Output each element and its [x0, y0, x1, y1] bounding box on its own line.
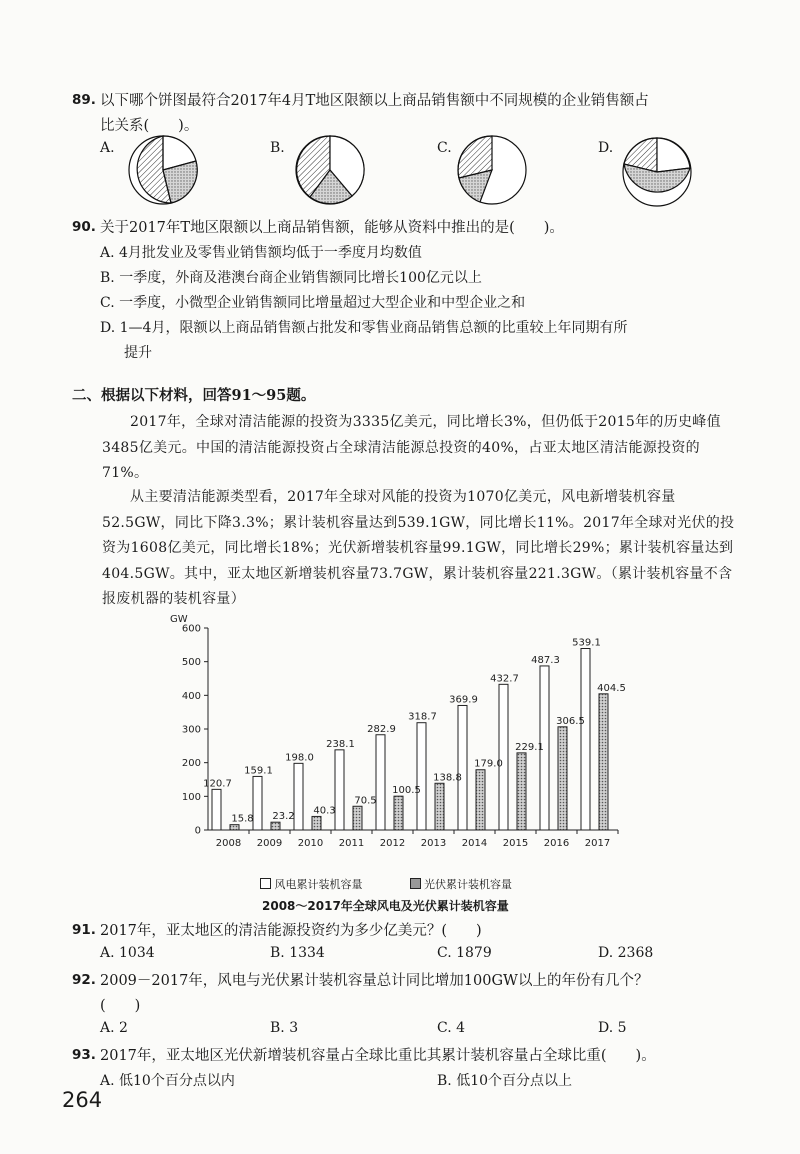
question-90-option-b: B. 一季度，外商及港澳台商企业销售额同比增长100亿元以上 [100, 270, 482, 286]
pie-b [296, 136, 364, 204]
wind-bar-value-label: 198.0 [285, 752, 314, 764]
question-90-option-d: D. 1—4月，限额以上商品销售额占批发和零售业商品销售总额的比重较上年同期有所 [100, 320, 628, 336]
question-92-option-d: D. 5 [598, 1020, 627, 1036]
pv-bar-value-label: 306.5 [556, 715, 585, 727]
option-c-label: C. [437, 140, 452, 156]
question-90-option-c: C. 一季度，小微型企业销售额同比增量超过大型企业和中型企业之和 [100, 295, 526, 311]
x-tick-label: 2015 [502, 838, 529, 849]
wind-bar [335, 750, 344, 830]
question-91-option-d: D. 2368 [598, 945, 654, 961]
y-tick-label: 400 [181, 690, 201, 702]
legend-swatch-pv [410, 878, 421, 889]
x-tick-label: 2008 [215, 838, 242, 849]
x-tick-label: 2017 [584, 838, 611, 849]
wind-bar [212, 789, 221, 830]
pv-bar [271, 822, 280, 830]
wind-bar-value-label: 120.7 [203, 778, 232, 790]
y-tick-label: 300 [181, 724, 201, 736]
x-tick-label: 2010 [297, 838, 324, 849]
wind-bar-value-label: 432.7 [490, 673, 519, 685]
y-tick-label: 100 [181, 791, 201, 803]
pv-bar-value-label: 70.5 [354, 795, 377, 807]
question-number-91: 91. [72, 922, 96, 938]
pv-bar [599, 694, 608, 830]
question-92-option-b: B. 3 [270, 1020, 299, 1036]
pie-c [458, 136, 526, 204]
option-d-label: D. [598, 140, 614, 156]
question-90-stem: 关于2017年T地区限额以上商品销售额，能够从资料中推出的是( )。 [100, 220, 564, 236]
pv-bar [558, 727, 567, 830]
wind-bar-value-label: 318.7 [408, 711, 437, 723]
pv-bar-value-label: 40.3 [313, 805, 336, 817]
question-89-stem-line1: 以下哪个饼图最符合2017年4月T地区限额以上商品销售额中不同规模的企业销售额占 [100, 93, 649, 109]
y-tick-label: 600 [181, 623, 201, 635]
pv-bar-value-label: 138.8 [433, 772, 462, 784]
wind-bar [294, 763, 303, 830]
pv-bar [517, 753, 526, 830]
pv-bar-value-label: 404.5 [597, 682, 626, 694]
pie-a [129, 136, 197, 204]
question-90-option-d-cont: 提升 [124, 345, 152, 361]
material-paragraph-2: 从主要清洁能源类型看，2017年全球对风能的投资为1070亿美元，风电新增装机容量52.5GW，同比下降3.3%；累计装机容量达到539.1GW，同比增长11%。2017年全球对光伏的投资为1608亿美元，同比增长18%；光伏新增装机容量99.1GW，同比增长29%；累计装机容量达到404.5GW。其中，亚太地区新增装机容量73.7GW，累计装机容量221.3GW。（累计装机容量不含报废机器的装机容量） [102, 489, 735, 607]
y-tick-label: 200 [181, 758, 201, 770]
x-tick-label: 2016 [543, 838, 570, 849]
question-number-90: 90. [72, 219, 96, 235]
wind-bar [253, 776, 262, 830]
wind-bar-value-label: 238.1 [326, 738, 355, 750]
question-93-option-a: A. 低10个百分点以内 [100, 1073, 235, 1089]
x-tick-label: 2013 [420, 838, 447, 849]
question-89-stem-line2: 比关系( )。 [100, 118, 199, 134]
chart-title: 2008～2017年全球风电及光伏累计装机容量 [262, 899, 509, 913]
wind-bar-value-label: 539.1 [572, 637, 601, 649]
pie-d [623, 138, 691, 206]
pv-bar-value-label: 23.2 [272, 811, 295, 823]
chart-legend [260, 876, 512, 892]
y-tick-label: 0 [194, 825, 201, 837]
question-number-89: 89. [72, 92, 96, 108]
page-number: 264 [62, 1088, 103, 1112]
option-a-label: A. [100, 140, 115, 156]
y-axis-unit: GW [170, 614, 188, 625]
wind-bar [458, 705, 467, 830]
x-tick-label: 2009 [256, 838, 283, 849]
pv-bar [353, 806, 362, 830]
question-92-option-c: C. 4 [437, 1020, 466, 1036]
x-tick-label: 2012 [379, 838, 406, 849]
pv-bar [230, 825, 239, 830]
pv-bar-value-label: 100.5 [392, 785, 421, 797]
question-91-option-a: A. 1034 [100, 945, 155, 961]
material-paragraph-1: 2017年，全球对清洁能源的投资为3335亿美元，同比增长3%，但仍低于2015年的历史峰值3485亿美元。中国的清洁能源投资占全球清洁能源总投资的40%，占亚太地区清洁能源投资的71%。 [102, 414, 721, 481]
question-92-option-a: A. 2 [100, 1020, 128, 1036]
wind-bar-value-label: 159.1 [244, 765, 273, 777]
wind-bar [499, 684, 508, 830]
pv-bar [312, 816, 321, 830]
option-b-label: B. [270, 140, 285, 156]
pv-bar [394, 796, 403, 830]
question-91-stem: 2017年，亚太地区的清洁能源投资约为多少亿美元？( ) [100, 923, 482, 939]
question-92-stem: 2009－2017年，风电与光伏累计装机容量总计同比增加100GW以上的年份有几个？ [100, 973, 649, 989]
question-number-92: 92. [72, 972, 96, 988]
pv-bar-value-label: 229.1 [515, 741, 544, 753]
section-heading: 二、根据以下材料，回答91～95题。 [72, 387, 316, 404]
pv-bar-value-label: 15.8 [231, 813, 254, 825]
question-90-option-a: A. 4月批发业及零售业销售额均低于一季度月均数值 [100, 245, 422, 261]
pv-bar [476, 770, 485, 830]
x-tick-label: 2011 [338, 838, 365, 849]
capacity-bar-chart [160, 612, 630, 874]
legend-label-wind: 风电累计装机容量 [274, 878, 363, 891]
pv-bar [435, 783, 444, 830]
x-tick-label: 2014 [461, 838, 488, 849]
wind-bar [376, 735, 385, 830]
wind-bar [417, 723, 426, 830]
legend-swatch-wind [260, 878, 271, 889]
pv-bar-value-label: 179.0 [474, 758, 503, 770]
question-number-93: 93. [72, 1047, 96, 1063]
question-93-option-b: B. 低10个百分点以上 [437, 1073, 573, 1089]
wind-bar [581, 649, 590, 830]
y-tick-label: 500 [181, 657, 201, 669]
pie-options-figure [0, 0, 800, 220]
wind-bar-value-label: 487.3 [531, 654, 560, 666]
question-91-option-c: C. 1879 [437, 945, 492, 961]
question-93-stem: 2017年，亚太地区光伏新增装机容量占全球比重比其累计装机容量占全球比重( )。 [100, 1048, 656, 1064]
legend-label-pv: 光伏累计装机容量 [424, 878, 512, 891]
question-92-answer-paren: ( ) [100, 998, 141, 1014]
wind-bar-value-label: 369.9 [449, 694, 478, 706]
wind-bar-value-label: 282.9 [367, 723, 396, 735]
question-91-option-b: B. 1334 [270, 945, 325, 961]
